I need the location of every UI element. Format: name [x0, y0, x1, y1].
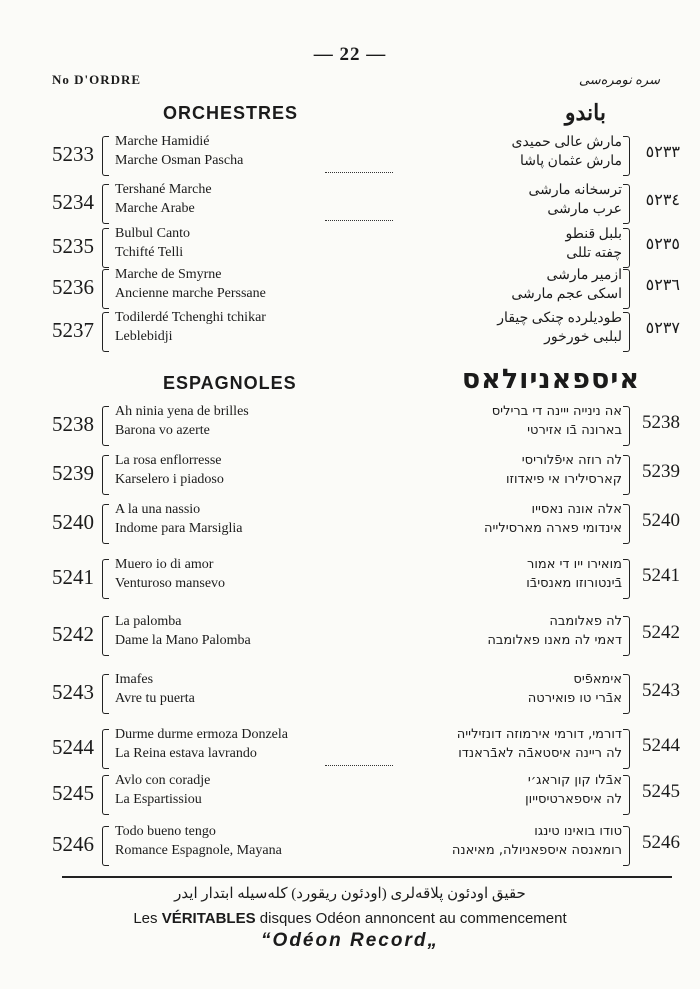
- entry-title-1: Todilerdé Tchenghi tchikar: [115, 310, 266, 325]
- entry-title-rtl-1: טודו בואינו טינגו: [534, 824, 622, 839]
- entry-title-rtl-2: בארונה בֿו אזירטי: [527, 423, 622, 438]
- footer-note-prefix: Les: [133, 910, 162, 927]
- entry-number-rtl: 5241: [642, 565, 680, 586]
- entry-number: 5235: [52, 234, 94, 258]
- bracket: [102, 136, 109, 176]
- entry-title-rtl-2: קארסילירו אי פיאדוזו: [505, 472, 622, 487]
- entry-number: 5237: [52, 318, 94, 342]
- bracket: [623, 826, 630, 866]
- entry-title-rtl-1: אימאפֿיס: [573, 672, 622, 687]
- entry-title-2: Ancienne marche Perssane: [115, 286, 266, 301]
- entry-title-1: Tershané Marche: [115, 182, 212, 197]
- order-label-right: سرە نومرەسی: [578, 72, 660, 87]
- footer-note: [0, 910, 700, 927]
- entry-title-rtl-2: مارش عثمان پاشا: [520, 154, 622, 169]
- entry-number: 5245: [52, 781, 94, 805]
- entry-title-2: La Espartissiou: [115, 792, 202, 807]
- bracket: [623, 775, 630, 815]
- entry-title-rtl-2: בֿינטורוזו מאנסיבֿו: [526, 576, 622, 591]
- entry-title-2: Venturoso mansevo: [115, 576, 226, 591]
- entry-title-1: Todo bueno tengo: [115, 824, 216, 839]
- entry-title-rtl-2: اسكى عجم مارشى: [511, 287, 622, 302]
- entry-title-1: Bulbul Canto: [115, 226, 191, 241]
- entry-title-rtl-2: דאמי לה מאנו פאלומבה: [487, 633, 622, 648]
- entry-title-2: Leblebidji: [115, 329, 173, 344]
- bracket: [102, 775, 109, 815]
- entry-title-1: Durme durme ermoza Donzela: [115, 727, 288, 742]
- entry-number-rtl: 5243: [642, 680, 680, 701]
- entry-title-rtl-2: לה איספארטיסייון: [525, 792, 622, 807]
- bracket: [102, 674, 109, 714]
- entry-title-2: Marche Arabe: [115, 201, 195, 216]
- entry-title-1: Marche de Smyrne: [115, 267, 222, 282]
- entry-title-1: Imafes: [115, 672, 154, 687]
- entry-title-1: La palomba: [115, 614, 182, 629]
- entry-title-rtl-2: لبلبى خورخور: [544, 330, 622, 345]
- entry-title-rtl-1: مارش عالى حميدى: [511, 135, 622, 150]
- leader-dots: [325, 220, 393, 221]
- bracket: [102, 616, 109, 656]
- entry-title-rtl-1: אלה אונה נאסייו: [531, 502, 622, 517]
- entry-number: 5239: [52, 461, 94, 485]
- bracket: [102, 455, 109, 495]
- page-number: — 22 —: [313, 44, 387, 65]
- entry-number-rtl: ٥٢٣٤: [645, 192, 680, 209]
- entry-title-rtl-1: מואירו ייו די אמור: [526, 557, 622, 572]
- bracket: [102, 559, 109, 599]
- entry-number-rtl: 5246: [642, 832, 680, 853]
- entry-number: 5244: [52, 735, 94, 759]
- section-heading-espagnoles: ESPAGNOLES: [163, 373, 297, 393]
- entry-title-rtl-1: אבֿלו קון קוראג׳י: [527, 773, 622, 788]
- bracket: [102, 406, 109, 446]
- entry-number: 5233: [52, 142, 94, 166]
- entry-number: 5234: [52, 190, 94, 214]
- bracket: [623, 136, 630, 176]
- entry-title-rtl-1: לה רוזה איפֿלוריסי: [521, 453, 622, 468]
- entry-number-rtl: 5239: [642, 461, 680, 482]
- bracket: [623, 729, 630, 769]
- bracket: [623, 674, 630, 714]
- bracket: [623, 228, 630, 268]
- section-heading-orchestres-rtl: باندو: [564, 100, 606, 125]
- bracket: [102, 184, 109, 224]
- entry-title-2: Dame la Mano Palomba: [115, 633, 251, 648]
- footer-note-bold: VÉRITABLES: [161, 910, 256, 927]
- bracket: [623, 312, 630, 352]
- section-heading-orchestres: ORCHESTRES: [163, 103, 299, 123]
- entry-number-rtl: ٥٢٣٦: [645, 277, 680, 294]
- entry-number: 5246: [52, 832, 94, 856]
- entry-title-rtl-2: אבֿרי טו פואירטה: [527, 691, 622, 706]
- entry-title-rtl-1: ازمير مارشى: [546, 268, 622, 283]
- entry-title-1: Muero io di amor: [115, 557, 214, 572]
- leader-dots: [325, 172, 393, 173]
- entry-number: 5241: [52, 565, 94, 589]
- entry-title-1: Avlo con coradje: [115, 773, 211, 788]
- footer-brand: “Odéon Record„: [261, 930, 439, 951]
- entry-number-rtl: 5242: [642, 622, 680, 643]
- entry-title-rtl-2: عرب مارشى: [547, 202, 622, 217]
- entry-title-1: Marche Hamidié: [115, 134, 210, 149]
- entry-title-2: Avre tu puerta: [115, 691, 195, 706]
- entry-title-rtl-1: ترسخانه مارشى: [528, 183, 622, 198]
- entry-title-2: La Reina estava lavrando: [115, 746, 257, 761]
- entry-title-2: Romance Espagnole, Mayana: [115, 843, 282, 858]
- entry-number-rtl: ٥٢٣٧: [645, 320, 680, 337]
- entry-number-rtl: 5238: [642, 412, 680, 433]
- entry-title-2: Tchifté Telli: [115, 245, 184, 260]
- entry-title-1: Ah ninia yena de brilles: [115, 404, 249, 419]
- bracket: [623, 406, 630, 446]
- section-heading-espagnoles-hebrew: איספאניולאס: [461, 364, 640, 395]
- entry-title-2: Marche Osman Pascha: [115, 153, 244, 168]
- footer-divider: [62, 876, 672, 878]
- entry-number-rtl: 5240: [642, 510, 680, 531]
- bracket: [623, 269, 630, 309]
- entry-number-rtl: ٥٢٣٥: [645, 236, 680, 253]
- footer-ottoman-note: حقیق اودئون پلاقەلرى (اودئون ريقورد) كلەسيلە ابتدار ايدر: [174, 886, 526, 902]
- entry-title-rtl-1: بلبل قنطو: [565, 227, 622, 242]
- entry-title-rtl-2: אינדומי פארה מארסילייה: [484, 521, 622, 536]
- entry-number-rtl: 5245: [642, 781, 680, 802]
- bracket: [623, 616, 630, 656]
- entry-title-rtl-2: רומאנסה איספאניולה, מאיאנה: [451, 843, 622, 858]
- bracket: [102, 826, 109, 866]
- entry-number: 5243: [52, 680, 94, 704]
- entry-title-rtl-2: چفته تللى: [566, 246, 622, 261]
- bracket: [102, 729, 109, 769]
- entry-title-1: La rosa enflorresse: [115, 453, 222, 468]
- entry-title-rtl-1: אה נינייה ייינה די בריליס: [491, 404, 622, 419]
- entry-number-rtl: 5244: [642, 735, 680, 756]
- entry-title-rtl-1: לה פאלומבה: [549, 614, 622, 629]
- bracket: [623, 184, 630, 224]
- entry-number-rtl: ٥٢٣٣: [645, 144, 680, 161]
- entry-number: 5238: [52, 412, 94, 436]
- entry-title-2: Karselero i piadoso: [115, 472, 224, 487]
- entry-title-rtl-2: לה ריינה איסטאבֿה לאבֿראנדו: [458, 746, 622, 761]
- entry-title-1: A la una nassio: [115, 502, 201, 517]
- footer-note-suffix: disques Odéon annoncent au commencement: [255, 910, 567, 927]
- bracket: [102, 269, 109, 309]
- entry-number: 5240: [52, 510, 94, 534]
- leader-dots: [325, 765, 393, 766]
- bracket: [102, 228, 109, 268]
- entry-number: 5242: [52, 622, 94, 646]
- bracket: [623, 504, 630, 544]
- bracket: [102, 312, 109, 352]
- order-label-left: No D'ORDRE: [52, 72, 142, 87]
- entry-title-2: Barona vo azerte: [115, 423, 210, 438]
- entry-title-rtl-1: طوديلرده چنكى چيقار: [497, 311, 622, 326]
- entry-number: 5236: [52, 275, 94, 299]
- bracket: [623, 559, 630, 599]
- bracket: [102, 504, 109, 544]
- entry-title-rtl-1: דורמי, דורמי אירמוזה דונזילייה: [456, 727, 622, 742]
- bracket: [623, 455, 630, 495]
- entry-title-2: Indome para Marsiglia: [115, 521, 243, 536]
